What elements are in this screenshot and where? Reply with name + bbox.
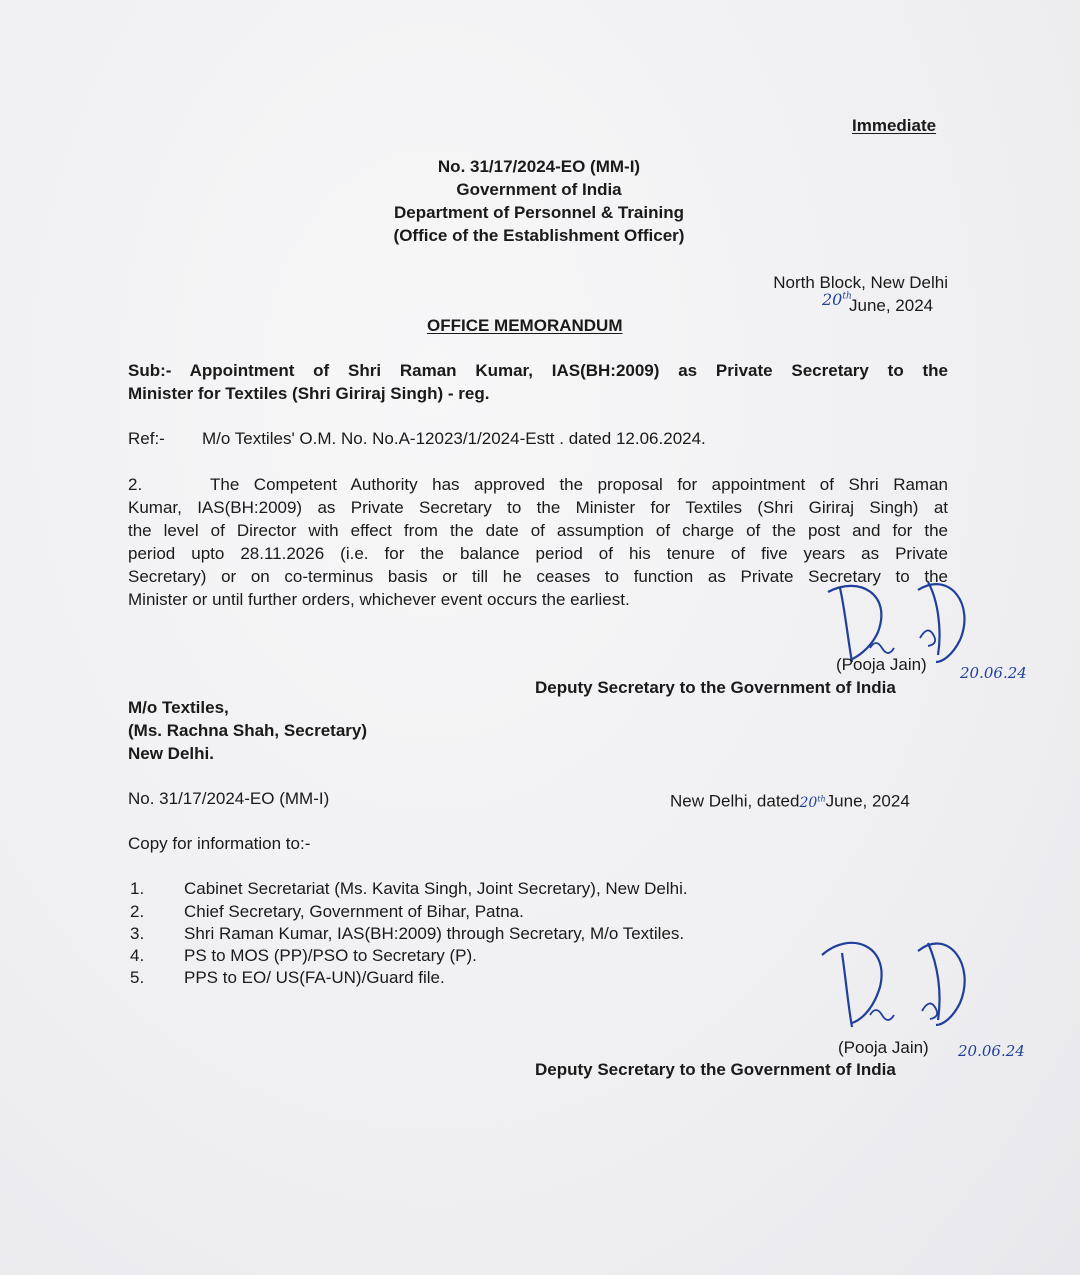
list-item: 4. PS to MOS (PP)/PSO to Secretary (P). — [130, 946, 477, 965]
para-line-3: the level of Director with effect from the date of assumption of charge of the post and for the — [128, 521, 948, 540]
handwritten-signature-2 — [800, 925, 980, 1045]
date-line: June, 2024 — [849, 296, 934, 315]
copy-list — [130, 877, 830, 988]
list-item: 3. Shri Raman Kumar, IAS(BH:2009) through Secretary, M/o Textiles. — [130, 924, 685, 943]
handwritten-sign-date-2: 20.06.24 — [958, 1042, 1025, 1060]
reference-label: Ref:- — [128, 429, 165, 448]
memo-title: OFFICE MEMORANDUM — [427, 316, 623, 335]
signatory-designation-2: Deputy Secretary to the Government of India — [535, 1060, 896, 1079]
government-name: Government of India — [456, 180, 622, 199]
list-item: 1. Cabinet Secretariat (Ms. Kavita Singh, Joint Secretary), New Delhi. — [130, 879, 688, 898]
addressee-line-2: (Ms. Rachna Shah, Secretary) — [128, 721, 368, 740]
copy-dated: New Delhi, dated20thJune, 2024 — [670, 791, 910, 811]
signatory-designation-1: Deputy Secretary to the Government of India — [535, 678, 896, 697]
handwritten-date-1: 20th — [822, 290, 852, 309]
office-name: (Office of the Establishment Officer) — [393, 226, 685, 245]
list-item: 5. PPS to EO/ US(FA-UN)/Guard file. — [130, 968, 445, 987]
signatory-name-2: (Pooja Jain) — [838, 1038, 929, 1057]
subject-line-1: Sub:- Appointment of Shri Raman Kumar, IAS(BH:2009) as Private Secretary to the — [128, 361, 948, 380]
copy-intro: Copy for information to:- — [128, 834, 311, 853]
addressee-line-1: M/o Textiles, — [128, 698, 229, 717]
subject-line-2: Minister for Textiles (Shri Giriraj Singh) - reg. — [128, 384, 490, 403]
department-name: Department of Personnel & Training — [394, 203, 684, 222]
para-line-2: Kumar, IAS(BH:2009) as Private Secretary to the Minister for Textiles (Shri Giriraj Singh) at — [128, 498, 948, 517]
letterhead — [300, 155, 778, 247]
para-line-6: Minister or until further orders, whichever event occurs the earliest. — [128, 590, 630, 609]
file-number: No. 31/17/2024-EO (MM-I) — [437, 157, 641, 176]
para-line-4: period upto 28.11.2026 (i.e. for the balance period of his tenure of five years as Private — [128, 544, 948, 563]
reference-text: M/o Textiles' O.M. No. No.A-12023/1/2024-Estt . dated 12.06.2024. — [202, 429, 706, 448]
addressee-line-3: New Delhi. — [128, 744, 214, 763]
handwritten-sign-date-1: 20.06.24 — [960, 664, 1027, 682]
para-line-5: Secretary) or on co-terminus basis or till he ceases to function as Private Secretary to the — [128, 567, 948, 586]
priority-label: Immediate — [852, 116, 937, 135]
place-line: North Block, New Delhi — [773, 273, 948, 292]
signatory-name-1: (Pooja Jain) — [836, 655, 927, 674]
para-number: 2. — [128, 475, 143, 494]
subject-block — [128, 359, 948, 405]
addressee-block — [128, 696, 367, 765]
list-item: 2. Chief Secretary, Government of Bihar, Patna. — [130, 902, 524, 921]
para-line-1: The Competent Authority has approved the proposal for appointment of Shri Raman — [210, 475, 948, 494]
copy-file-number: No. 31/17/2024-EO (MM-I) — [128, 789, 330, 808]
